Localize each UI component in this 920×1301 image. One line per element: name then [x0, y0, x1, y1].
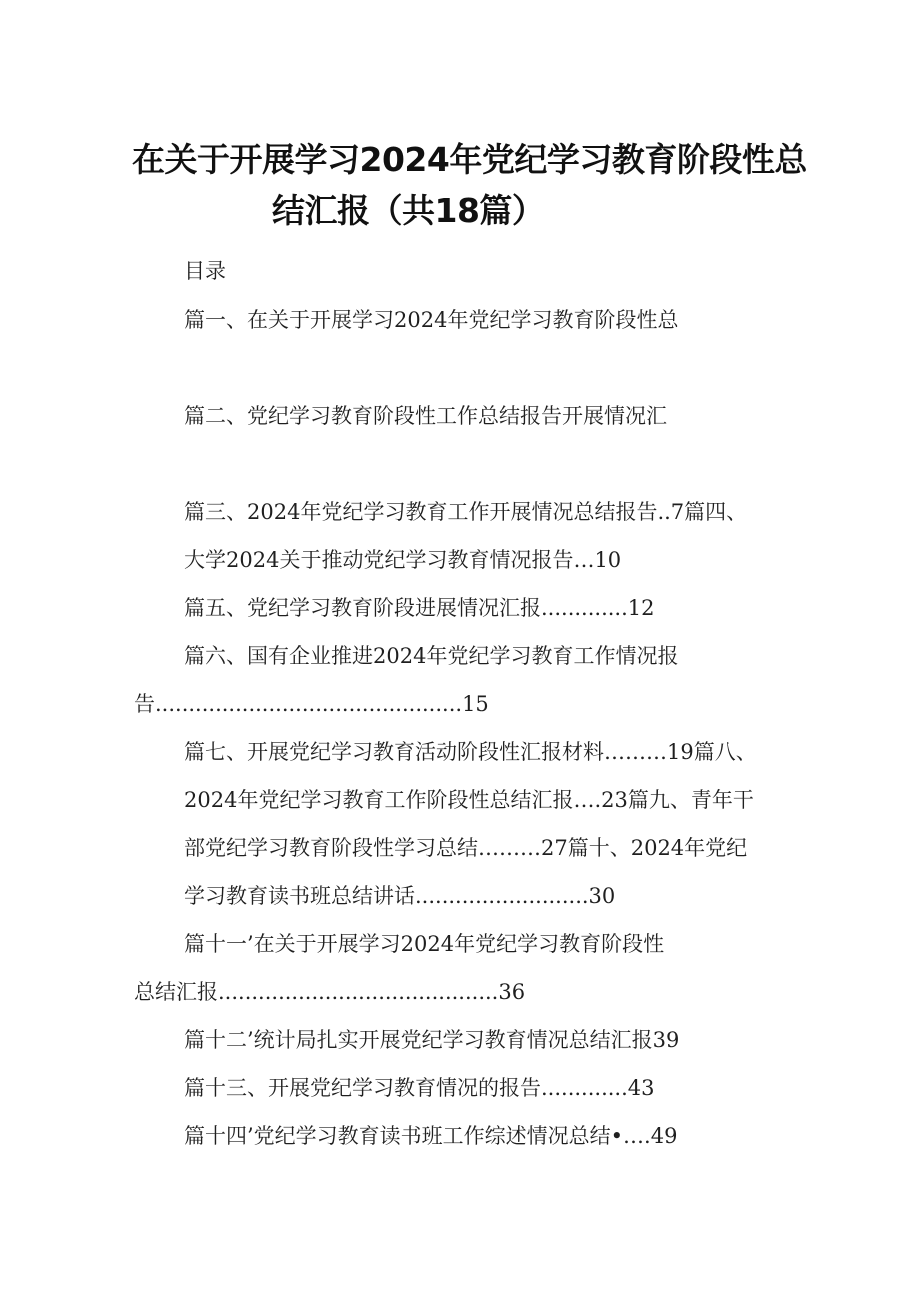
toc-line: 总结汇报..........................................36	[134, 980, 526, 1004]
toc-line: 篇三、2024年党纪学习教育工作开展情况总结报告..7篇四、	[184, 500, 748, 524]
toc-line: 篇二、党纪学习教育阶段性工作总结报告开展情况汇	[184, 404, 667, 428]
document-title-line-2: 结汇报（共18篇）	[272, 191, 545, 230]
toc-line: 篇一、在关于开展学习2024年党纪学习教育阶段性总	[184, 308, 679, 332]
toc-line: 部党纪学习教育阶段性学习总结………27篇十、2024年党纪	[184, 836, 748, 860]
toc-line: 学习教育读书班总结讲话..........................30	[184, 884, 616, 908]
toc-line: 篇六、国有企业推进2024年党纪学习教育工作情况报	[184, 644, 679, 668]
toc-line: 篇七、开展党纪学习教育活动阶段性汇报材料………19篇八、	[184, 740, 757, 764]
toc-line: 篇十四’党纪学习教育读书班工作综述情况总结•….49	[184, 1124, 678, 1148]
toc-line: 篇十三、开展党纪学习教育情况的报告.............43	[184, 1076, 655, 1100]
toc-line: 篇十二’统计局扎实开展党纪学习教育情况总结汇报39	[184, 1028, 680, 1052]
toc-heading: 目录	[184, 259, 226, 283]
toc-line: 篇十一’在关于开展学习2024年党纪学习教育阶段性	[184, 932, 665, 956]
toc-line: 2024年党纪学习教育工作阶段性总结汇报….23篇九、青年干	[184, 788, 754, 812]
toc-line: 大学2024关于推动党纪学习教育情况报告…10	[184, 548, 622, 572]
toc-line: 告..............................................15	[134, 692, 489, 716]
document-title-line-1: 在关于开展学习2024年党纪学习教育阶段性总	[132, 140, 807, 179]
toc-line: 篇五、党纪学习教育阶段进展情况汇报.............12	[184, 596, 655, 620]
